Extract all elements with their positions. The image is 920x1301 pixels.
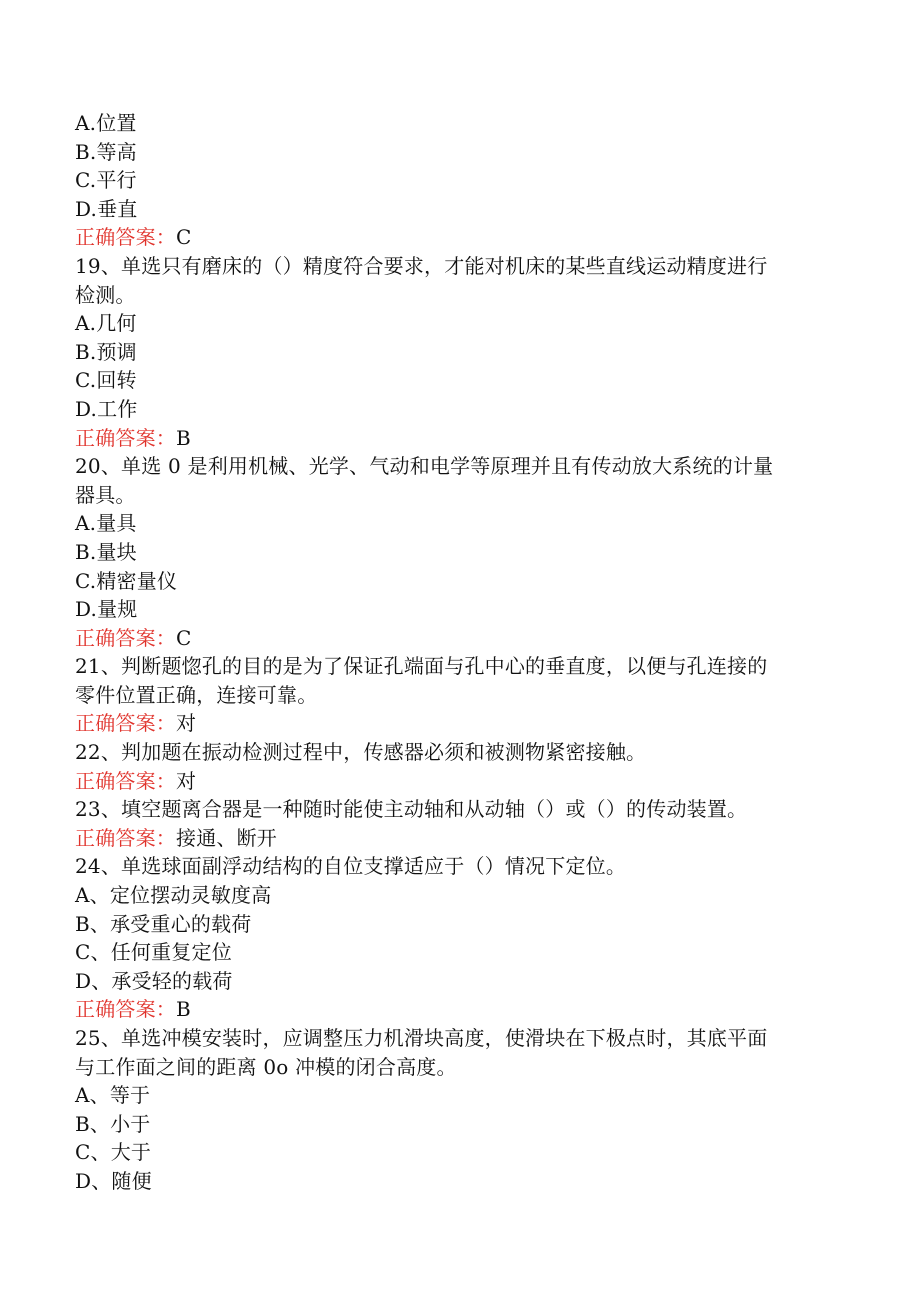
answer-value: 对 — [176, 711, 197, 736]
answer-label: 正确答案： — [75, 997, 176, 1022]
option-text: D、承受轻的载荷 — [75, 968, 233, 993]
option-text: A.位置 — [75, 111, 137, 135]
question-text: 21、判断题惚孔的目的是为了保证孔端面与孔中心的垂直度，以便与孔连接的 — [75, 654, 768, 679]
option-text: C、大于 — [75, 1140, 152, 1165]
question-text: 检测。 — [75, 282, 136, 307]
answer-line — [75, 995, 835, 1024]
answer-label: 正确答案： — [75, 768, 176, 793]
option-text: B、承受重心的载荷 — [75, 911, 252, 936]
answer-line — [75, 223, 835, 252]
option-text: A.几何 — [75, 311, 137, 336]
answer-label: 正确答案： — [75, 225, 176, 250]
answer-line — [75, 709, 835, 738]
answer-value: B — [176, 997, 191, 1022]
question-text: 与工作面之间的距离 0o 冲模的闭合高度。 — [75, 1054, 457, 1079]
question-text: 25、单选冲模安装时，应调整压力机滑块高度，使滑块在下极点时，其底平面 — [75, 1026, 768, 1050]
option-text: B.预调 — [75, 339, 137, 364]
option-text: D、随便 — [75, 1168, 152, 1193]
option-text: A、定位摆动灵敏度高 — [75, 883, 272, 908]
answer-value: C — [176, 225, 192, 250]
answer-label: 正确答案： — [75, 625, 176, 650]
option-text: C.平行 — [75, 168, 137, 193]
option-text: B.等高 — [75, 139, 137, 164]
answer-value: B — [176, 425, 191, 450]
answer-value: 接通、断开 — [176, 825, 277, 850]
answer-line — [75, 824, 835, 853]
option-text: C.精密量仪 — [75, 568, 178, 593]
option-text: B.量块 — [75, 539, 137, 564]
document-page — [75, 109, 835, 1196]
question-text: 22、判加题在振动检测过程中，传感器必须和被测物紧密接触。 — [75, 740, 647, 765]
answer-label: 正确答案： — [75, 711, 176, 736]
option-text: C.回转 — [75, 368, 137, 393]
question-text: 零件位置正确，连接可靠。 — [75, 682, 318, 707]
question-text: 23、填空题离合器是一种随时能使主动轴和从动轴（）或（）的传动装置。 — [75, 797, 748, 822]
option-text: D.量规 — [75, 597, 138, 622]
option-text: A、等于 — [75, 1083, 151, 1108]
answer-value: C — [176, 625, 192, 650]
question-text: 20、单选 0 是利用机械、光学、气动和电学等原理并且有传动放大系统的计量 — [75, 454, 774, 479]
answer-label: 正确答案： — [75, 425, 176, 450]
option-text: B、小于 — [75, 1111, 151, 1136]
question-text: 器具。 — [75, 482, 136, 507]
answer-value: 对 — [176, 768, 197, 793]
answer-line — [75, 624, 835, 653]
option-text: A.量具 — [75, 511, 137, 536]
option-text: C、任何重复定位 — [75, 940, 232, 965]
option-text: D.垂直 — [75, 196, 138, 221]
answer-line — [75, 767, 835, 796]
option-text: D.工作 — [75, 396, 138, 421]
question-text: 19、单选只有磨床的（）精度符合要求，才能对机床的某些直线运动精度进行 — [75, 253, 768, 278]
question-text: 24、单选球面副浮动结构的自位支撑适应于（）情况下定位。 — [75, 854, 627, 879]
answer-label: 正确答案： — [75, 825, 176, 850]
answer-line — [75, 424, 835, 453]
